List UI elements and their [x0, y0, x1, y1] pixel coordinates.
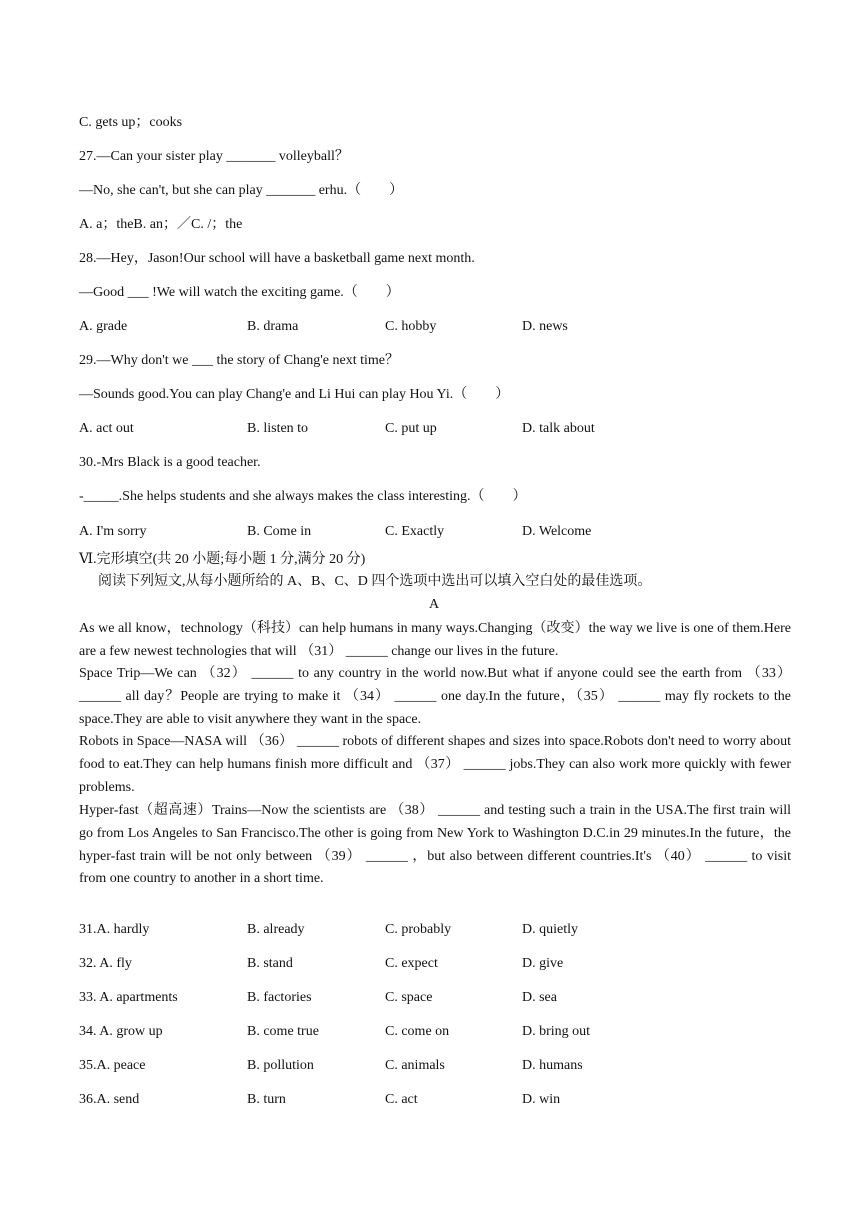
option-c: C. act	[385, 1092, 418, 1107]
option-d: D. news	[522, 319, 568, 334]
section-heading: Ⅵ.完形填空(共 20 小题;每小题 1 分,满分 20 分)	[79, 552, 366, 567]
option-a: A. I'm sorry	[79, 524, 147, 539]
option-b: B. come true	[247, 1024, 319, 1039]
option-c: C. Exactly	[385, 524, 445, 539]
answer-row-33	[79, 989, 799, 1007]
q29-question: 29.—Why don't we ___ the story of Chang'e next time？	[79, 353, 399, 368]
passage-label: A	[428, 597, 440, 612]
passage-paragraph-space-trip: Space Trip—We can （32） ______ to any country in the world now.But what if anyone could see the earth from （33） ______ all day？People are trying to make it （34） ______ one day.In the future，（35） ______ may fly rockets to the space.They are able to visit anywhere they want in the space.	[79, 666, 791, 727]
passage-paragraph-trains: Hyper-fast（超高速）Trains—Now the scientists are （38） ______ and testing such a train in the USA.The first train will go from Los Angeles to San Francisco.The other is going from New York to Washington D.C.in 29 minutes.In the future，the hyper-fast train will be not only between （39） ______ ，but also between different countries.It's （40） ______ to visit from one country to another in a short time.	[79, 803, 791, 887]
answer-row-32	[79, 955, 799, 973]
option-c: C. space	[385, 990, 433, 1005]
q27-options: A. a；theB. an；／C. /；the	[79, 217, 243, 232]
option-a: 35.A. peace	[79, 1058, 146, 1073]
q28-question: 28.—Hey，Jason!Our school will have a basketball game next month.	[79, 251, 475, 266]
q30-options	[79, 523, 799, 541]
option-b: B. Come in	[247, 524, 312, 539]
answer-row-35	[79, 1057, 799, 1075]
answer-row-34	[79, 1023, 799, 1041]
option-a: A. grade	[79, 319, 128, 334]
option-b: B. pollution	[247, 1058, 314, 1073]
option-a: 32. A. fly	[79, 956, 132, 971]
option-d: D. sea	[522, 990, 557, 1005]
option-c: C. expect	[385, 956, 438, 971]
option-b: B. listen to	[247, 421, 309, 436]
option-b: B. stand	[247, 956, 293, 971]
option-b: B. factories	[247, 990, 312, 1005]
option-d: D. Welcome	[522, 524, 592, 539]
option-a: 31.A. hardly	[79, 922, 150, 937]
q28-options	[79, 318, 799, 336]
passage-paragraph-intro: As we all know，technology（科技）can help humans in many ways.Changing（改变）the way we live is one of them.Here are a few newest technologies that will （31） ______ change our lives in the future.	[79, 621, 791, 659]
option-a: 36.A. send	[79, 1092, 140, 1107]
q28-response: —Good ___ !We will watch the exciting game.（ ）	[79, 285, 400, 300]
q27-response: —No, she can't, but she can play _______ erhu.（ ）	[79, 183, 404, 198]
q30-question: 30.-Mrs Black is a good teacher.	[79, 455, 261, 470]
option-d: D. win	[522, 1092, 561, 1107]
q29-response: —Sounds good.You can play Chang'e and Li Hui can play Hou Yi.（ ）	[79, 387, 510, 402]
passage-paragraph-robots: Robots in Space—NASA will （36） ______ robots of different shapes and sizes into space.Robots don't need to worry about food to eat.They can help humans finish more difficult and （37） ______ jobs.They can also work more quickly with fewer problems.	[79, 734, 791, 795]
option-b: B. drama	[247, 319, 299, 334]
option-a: A. act out	[79, 421, 134, 436]
option-d: D. bring out	[522, 1024, 591, 1039]
option-b: B. turn	[247, 1092, 286, 1107]
option-c: C. animals	[385, 1058, 445, 1073]
q26-option-c: C. gets up；cooks	[79, 115, 183, 130]
option-c: C. come on	[385, 1024, 450, 1039]
option-a: 33. A. apartments	[79, 990, 178, 1005]
option-c: C. probably	[385, 922, 452, 937]
option-a: 34. A. grow up	[79, 1024, 163, 1039]
answer-row-36	[79, 1091, 799, 1109]
option-c: C. hobby	[385, 319, 437, 334]
section-instruction: 阅读下列短文,从每小题所给的 A、B、C、D 四个选项中选出可以填入空白处的最佳选项。	[98, 574, 652, 589]
answer-row-31	[79, 921, 799, 939]
option-d: D. give	[522, 956, 564, 971]
option-c: C. put up	[385, 421, 437, 436]
option-b: B. already	[247, 922, 305, 937]
q30-response: -_____.She helps students and she always makes the class interesting.（ ）	[79, 489, 527, 504]
option-d: D. humans	[522, 1058, 583, 1073]
option-d: D. talk about	[522, 421, 595, 436]
q27-question: 27.—Can your sister play _______ volleyball？	[79, 149, 349, 164]
q29-options	[79, 420, 799, 438]
option-d: D. quietly	[522, 922, 578, 937]
